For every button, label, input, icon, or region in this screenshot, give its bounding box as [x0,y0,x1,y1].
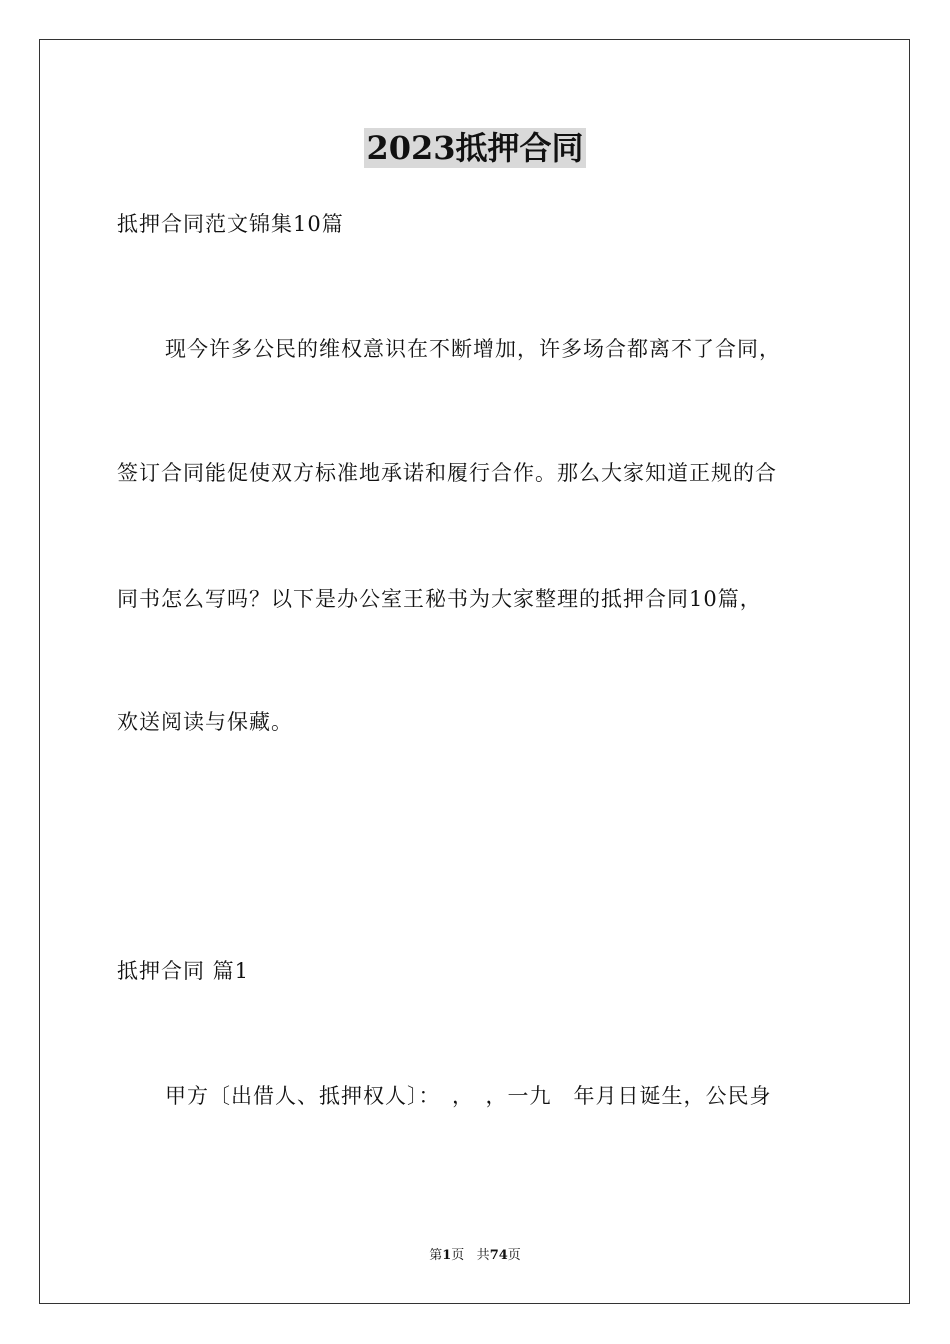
document-subtitle: 抵押合同范文锦集10篇 [117,212,344,236]
document-title: 2023抵押合同 [366,129,584,167]
section-first-line: 甲方〔出借人、抵押权人〕： ， ，一九 年月日诞生，公民身 [165,1084,772,1108]
footer-total-suffix: 页 [507,1248,521,1263]
footer-page-number: 1 [442,1248,452,1263]
footer-total-pages: 74 [489,1248,508,1263]
footer-page-suffix: 页 [451,1248,465,1263]
intro-line-2: 签订合同能促使双方标准地承诺和履行合作。那么大家知道正规的合 [117,461,777,485]
section-heading: 抵押合同 篇1 [117,959,250,983]
footer-total-prefix: 共 [476,1248,490,1263]
page-footer [0,1247,950,1265]
title-container [0,128,950,168]
footer-page-prefix: 第 [429,1248,443,1263]
intro-line-4: 欢送阅读与保藏。 [117,710,293,734]
intro-line-1: 现今许多公民的维权意识在不断增加，许多场合都离不了合同， [165,337,781,361]
intro-line-3: 同书怎么写吗？以下是办公室王秘书为大家整理的抵押合同10篇， [117,587,762,611]
